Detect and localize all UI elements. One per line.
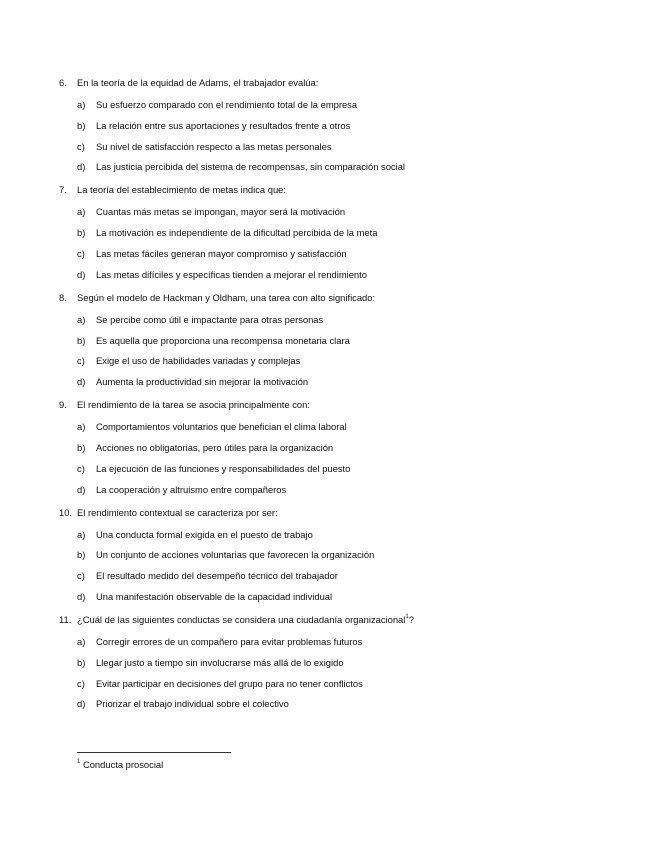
option-text: El resultado medido del desempeño técnico del trabajador — [96, 570, 338, 582]
option-d — [59, 269, 619, 281]
option-letter: a) — [77, 99, 86, 110]
question-list — [59, 77, 619, 721]
option-letter: b) — [77, 441, 86, 453]
option-b — [59, 657, 619, 669]
option-d — [59, 698, 619, 710]
option-a — [59, 314, 619, 326]
question-number: 7. — [59, 184, 67, 196]
option-list — [59, 529, 619, 603]
option-text: Priorizar el trabajo individual sobre el colectivo — [96, 698, 289, 710]
option-d — [59, 161, 619, 173]
question-7 — [59, 184, 619, 280]
option-letter: b) — [77, 227, 86, 239]
option-text: Es aquella que proporciona una recompensa monetaria clara — [96, 334, 350, 346]
option-letter: a) — [77, 313, 86, 325]
option-text: Una conducta formal exigida en el puesto de trabajo — [96, 528, 313, 540]
option-letter: a) — [77, 421, 86, 433]
option-letter: b) — [77, 549, 86, 561]
option-text: Acciones no obligatorias, pero útiles para la organización — [96, 441, 334, 453]
option-letter: b) — [77, 119, 86, 131]
question-text — [77, 614, 414, 626]
option-text: Un conjunto de acciones voluntarias que favorecen la organización — [96, 549, 375, 561]
question-number: 11. — [59, 613, 72, 625]
option-letter: a) — [77, 635, 86, 647]
option-letter: c) — [77, 677, 85, 689]
question-number: 9. — [59, 399, 67, 411]
footnote-marker: 1 — [77, 759, 81, 765]
option-c — [59, 570, 619, 582]
option-c — [59, 141, 619, 153]
question-text: Según el modelo de Hackman y Oldham, una tarea con alto significado: — [77, 291, 376, 303]
option-b — [59, 120, 619, 132]
option-a — [59, 529, 619, 541]
option-letter: b) — [77, 334, 86, 346]
option-text: La relación entre sus aportaciones y resultados frente a otros — [96, 119, 351, 131]
question-number: 6. — [59, 77, 67, 88]
option-letter: c) — [77, 355, 85, 367]
question-text: En la teoría de la equidad de Adams, el trabajador evalúa: — [77, 77, 319, 88]
option-text: Evitar participar en decisiones del grupo para no tener conflictos — [96, 677, 363, 689]
option-d — [59, 591, 619, 603]
footnote-reference: 1 — [405, 613, 409, 620]
option-text: Una manifestación observable de la capacidad individual — [96, 590, 333, 602]
option-text: Aumenta la productividad sin mejorar la motivación — [96, 376, 309, 388]
question-9 — [59, 399, 619, 495]
question-11 — [59, 614, 619, 710]
option-d — [59, 484, 619, 496]
option-c — [59, 463, 619, 475]
option-letter: a) — [77, 206, 86, 218]
option-d — [59, 376, 619, 388]
option-letter: d) — [77, 590, 86, 602]
footnote — [77, 759, 163, 771]
option-a — [59, 206, 619, 218]
option-text: La cooperación y altruismo entre compañeros — [96, 483, 287, 495]
option-a — [59, 636, 619, 648]
option-text: Las metas difíciles y específicas tienden a mejorar el rendimiento — [96, 268, 367, 280]
option-text: Comportamientos voluntarios que benefician el clima laboral — [96, 421, 347, 433]
option-letter: d) — [77, 698, 86, 710]
option-letter: a) — [77, 528, 86, 540]
footnote-text: Conducta prosocial — [80, 759, 164, 770]
option-letter: b) — [77, 656, 86, 668]
option-letter: c) — [77, 570, 85, 582]
question-text: El rendimiento contextual se caracteriza por ser: — [77, 506, 278, 518]
question-6 — [59, 77, 619, 173]
option-list — [59, 421, 619, 495]
option-letter: d) — [77, 376, 86, 388]
option-b — [59, 335, 619, 347]
option-text: La ejecución de las funciones y responsabilidades del puesto — [96, 462, 351, 474]
option-c — [59, 248, 619, 260]
option-letter: d) — [77, 483, 86, 495]
option-list — [59, 636, 619, 710]
option-c — [59, 678, 619, 690]
option-text: Las metas fáciles generan mayor compromiso y satisfacción — [96, 247, 347, 259]
option-text: Cuantas más metas se impongan, mayor será la motivación — [96, 206, 346, 218]
question-text-main: ¿Cuál de las siguientes conductas se considera una ciudadanía organizacional — [77, 613, 406, 625]
option-text: Se percibe como útil e impactante para otras personas — [96, 313, 324, 325]
question-number: 10. — [59, 506, 73, 518]
option-letter: d) — [77, 161, 86, 173]
option-letter: c) — [77, 247, 85, 259]
option-list — [59, 314, 619, 388]
option-text: Su nivel de satisfacción respecto a las metas personales — [96, 140, 332, 152]
option-a — [59, 421, 619, 433]
footnote-divider — [77, 752, 231, 753]
option-c — [59, 355, 619, 367]
question-text: El rendimiento de la tarea se asocia principalmente con: — [77, 399, 310, 411]
option-text: Las justicia percibida del sistema de recompensas, sin comparación social — [96, 161, 406, 173]
option-letter: d) — [77, 268, 86, 280]
option-text: Corregir errores de un compañero para evitar problemas futuros — [96, 635, 363, 647]
option-letter: c) — [77, 462, 85, 474]
option-text: Llegar justo a tiempo sin involucrarse más allá de lo exigido — [96, 656, 344, 668]
option-list — [59, 99, 619, 173]
question-text-end: ? — [408, 613, 414, 625]
option-letter: c) — [77, 140, 85, 152]
option-text: La motivación es independiente de la dificultad percibida de la meta — [96, 227, 378, 239]
question-8 — [59, 292, 619, 388]
question-text: La teoría del establecimiento de metas indica que: — [77, 184, 286, 196]
option-list — [59, 206, 619, 280]
question-number: 8. — [59, 291, 67, 303]
question-10 — [59, 507, 619, 603]
option-b — [59, 442, 619, 454]
option-text: Su esfuerzo comparado con el rendimiento total de la empresa — [96, 99, 358, 110]
option-text: Exige el uso de habilidades variadas y complejas — [96, 355, 301, 367]
option-a — [59, 99, 619, 111]
option-b — [59, 227, 619, 239]
option-b — [59, 549, 619, 561]
